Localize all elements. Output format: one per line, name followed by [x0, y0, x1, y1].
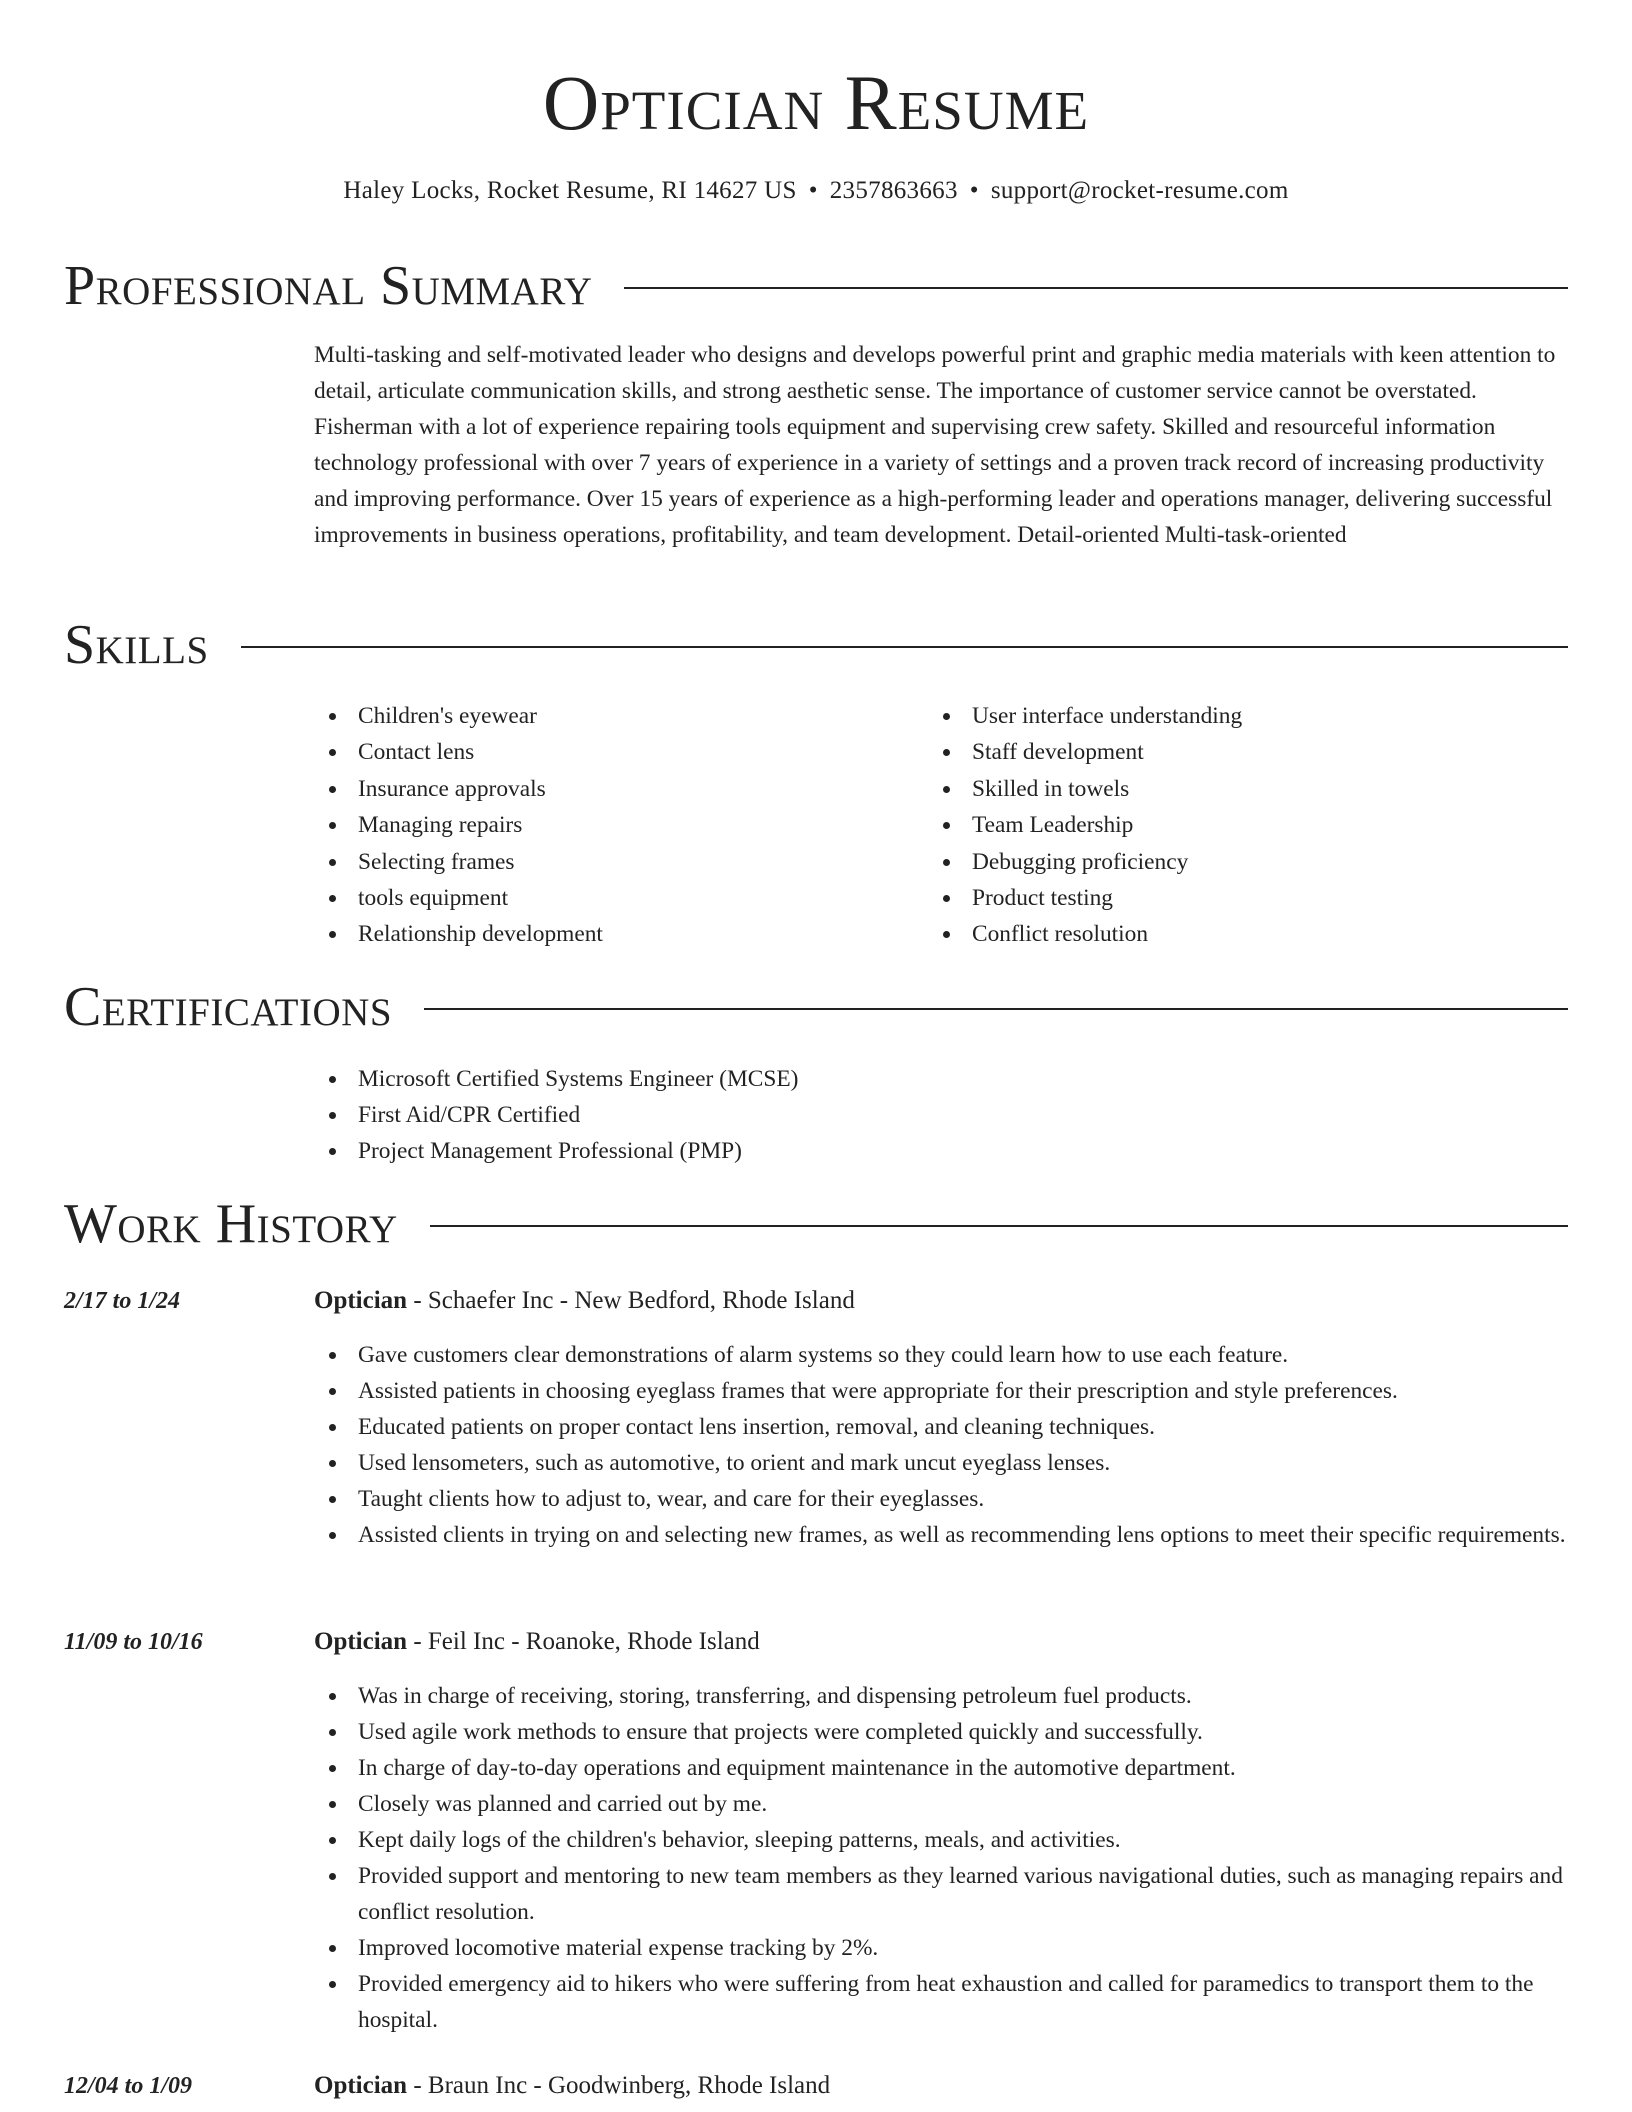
skill-item: Selecting frames [314, 844, 874, 880]
job-duties-list [314, 1678, 1568, 2038]
resume-title: Optician Resume [542, 59, 1090, 146]
job-duty-item: Used agile work methods to ensure that projects were completed quickly and successfully. [314, 1714, 1568, 1750]
job-duty-item: Taught clients how to adjust to, wear, and care for their eyeglasses. [314, 1481, 1568, 1517]
skill-item: tools equipment [314, 880, 874, 916]
section-header-summary [64, 253, 1568, 319]
job-duty-item: In charge of day-to-day operations and equipment maintenance in the automotive department. [314, 1750, 1568, 1786]
contact-separator: • [969, 177, 979, 204]
job-dates: 11/09 to 10/16 [64, 1629, 203, 1655]
job-role: Optician [314, 1628, 408, 1655]
job-duty-item: Assisted patients in choosing eyeglass frames that were appropriate for their prescription and style preferences. [314, 1373, 1568, 1409]
skill-item: Staff development [928, 734, 1488, 770]
job-duty-item: Was in charge of receiving, storing, transferring, and dispensing petroleum fuel products. [314, 1678, 1568, 1714]
job-employer: - Feil Inc - Roanoke, Rhode Island [407, 1628, 760, 1655]
contact-line [0, 174, 1632, 208]
section-divider [624, 287, 1568, 289]
certification-item: Project Management Professional (PMP) [314, 1133, 1568, 1169]
job-duty-item: Closely was planned and carried out by me. [314, 1786, 1568, 1822]
job-duty-item: Used lensometers, such as automotive, to orient and mark uncut eyeglass lenses. [314, 1445, 1568, 1481]
section-divider [430, 1225, 1568, 1227]
job-duty-item: Provided support and mentoring to new team members as they learned various navigational duties, such as managing repairs and conflict resolution. [314, 1858, 1568, 1930]
skill-item: Skilled in towels [928, 771, 1488, 807]
summary-text: Multi-tasking and self-motivated leader who designs and develops powerful print and graphic media materials with keen attention to detail, articulate communication skills, and strong aesthetic sense. The importance of customer service cannot be overstated. Fisherman with a lot of experience repairing tools equipment and supervising crew safety. Skilled and resourceful information technology professional with over 7 years of experience in a variety of settings and a proven track record of increasing productivity and improving performance. Over 15 years of experience as a high-performing leader and operations manager, delivering successful improvements in business operations, profitability, and team development. Detail-oriented Multi-task-oriented [314, 342, 1556, 548]
section-title-work-history: Work History [64, 1193, 398, 1255]
skill-item: Relationship development [314, 916, 874, 952]
job-duty-item: Educated patients on proper contact lens insertion, removal, and cleaning techniques. [314, 1409, 1568, 1445]
job-title-line [314, 1283, 855, 1319]
job-employer: - Schaefer Inc - New Bedford, Rhode Island [407, 1287, 855, 1314]
section-title-certifications: Certifications [64, 976, 393, 1038]
contact-separator: • [808, 177, 818, 204]
job-duty-item: Improved locomotive material expense tracking by 2%. [314, 1930, 1568, 1966]
contact-phone: 2357863663 [829, 177, 958, 204]
section-header-skills [64, 612, 1568, 678]
contact-address: Haley Locks, Rocket Resume, RI 14627 US [343, 177, 797, 204]
skill-item: Team Leadership [928, 807, 1488, 843]
certification-item: First Aid/CPR Certified [314, 1097, 1568, 1133]
job-role: Optician [314, 2072, 408, 2099]
job-duties-list [314, 1337, 1568, 1553]
skill-item: Contact lens [314, 734, 874, 770]
skill-item: Product testing [928, 880, 1488, 916]
job-role: Optician [314, 1287, 408, 1314]
certification-item: Microsoft Certified Systems Engineer (MCSE) [314, 1061, 1568, 1097]
section-divider [241, 646, 1568, 648]
skill-item: Children's eyewear [314, 698, 874, 734]
section-divider [424, 1008, 1568, 1010]
job-duty-item: Gave customers clear demonstrations of alarm systems so they could learn how to use each feature. [314, 1337, 1568, 1373]
skills-list-left [314, 698, 874, 953]
contact-email[interactable]: support@rocket-resume.com [990, 177, 1289, 204]
job-duty-item: Kept daily logs of the children's behavior, sleeping patterns, meals, and activities. [314, 1822, 1568, 1858]
skills-list-right [928, 698, 1488, 953]
job-title-line [314, 2068, 830, 2104]
section-title-skills: Skills [64, 614, 209, 676]
skill-item: Insurance approvals [314, 771, 874, 807]
section-title-summary: Professional Summary [64, 255, 593, 317]
skill-item: Debugging proficiency [928, 844, 1488, 880]
job-title-line [314, 1624, 760, 1660]
skill-item: Conflict resolution [928, 916, 1488, 952]
job-dates: 12/04 to 1/09 [64, 2073, 193, 2099]
job-employer: - Braun Inc - Goodwinberg, Rhode Island [407, 2072, 831, 2099]
job-duty-item: Assisted clients in trying on and selecting new frames, as well as recommending lens options to meet their specific requirements. [314, 1517, 1568, 1553]
certifications-list [314, 1061, 1568, 1169]
job-dates: 2/17 to 1/24 [64, 1288, 181, 1314]
skill-item: User interface understanding [928, 698, 1488, 734]
section-header-work-history [64, 1191, 1568, 1257]
job-duty-item: Provided emergency aid to hikers who were suffering from heat exhaustion and called for paramedics to transport them to the hospital. [314, 1966, 1568, 2038]
section-header-certifications [64, 974, 1568, 1040]
skill-item: Managing repairs [314, 807, 874, 843]
